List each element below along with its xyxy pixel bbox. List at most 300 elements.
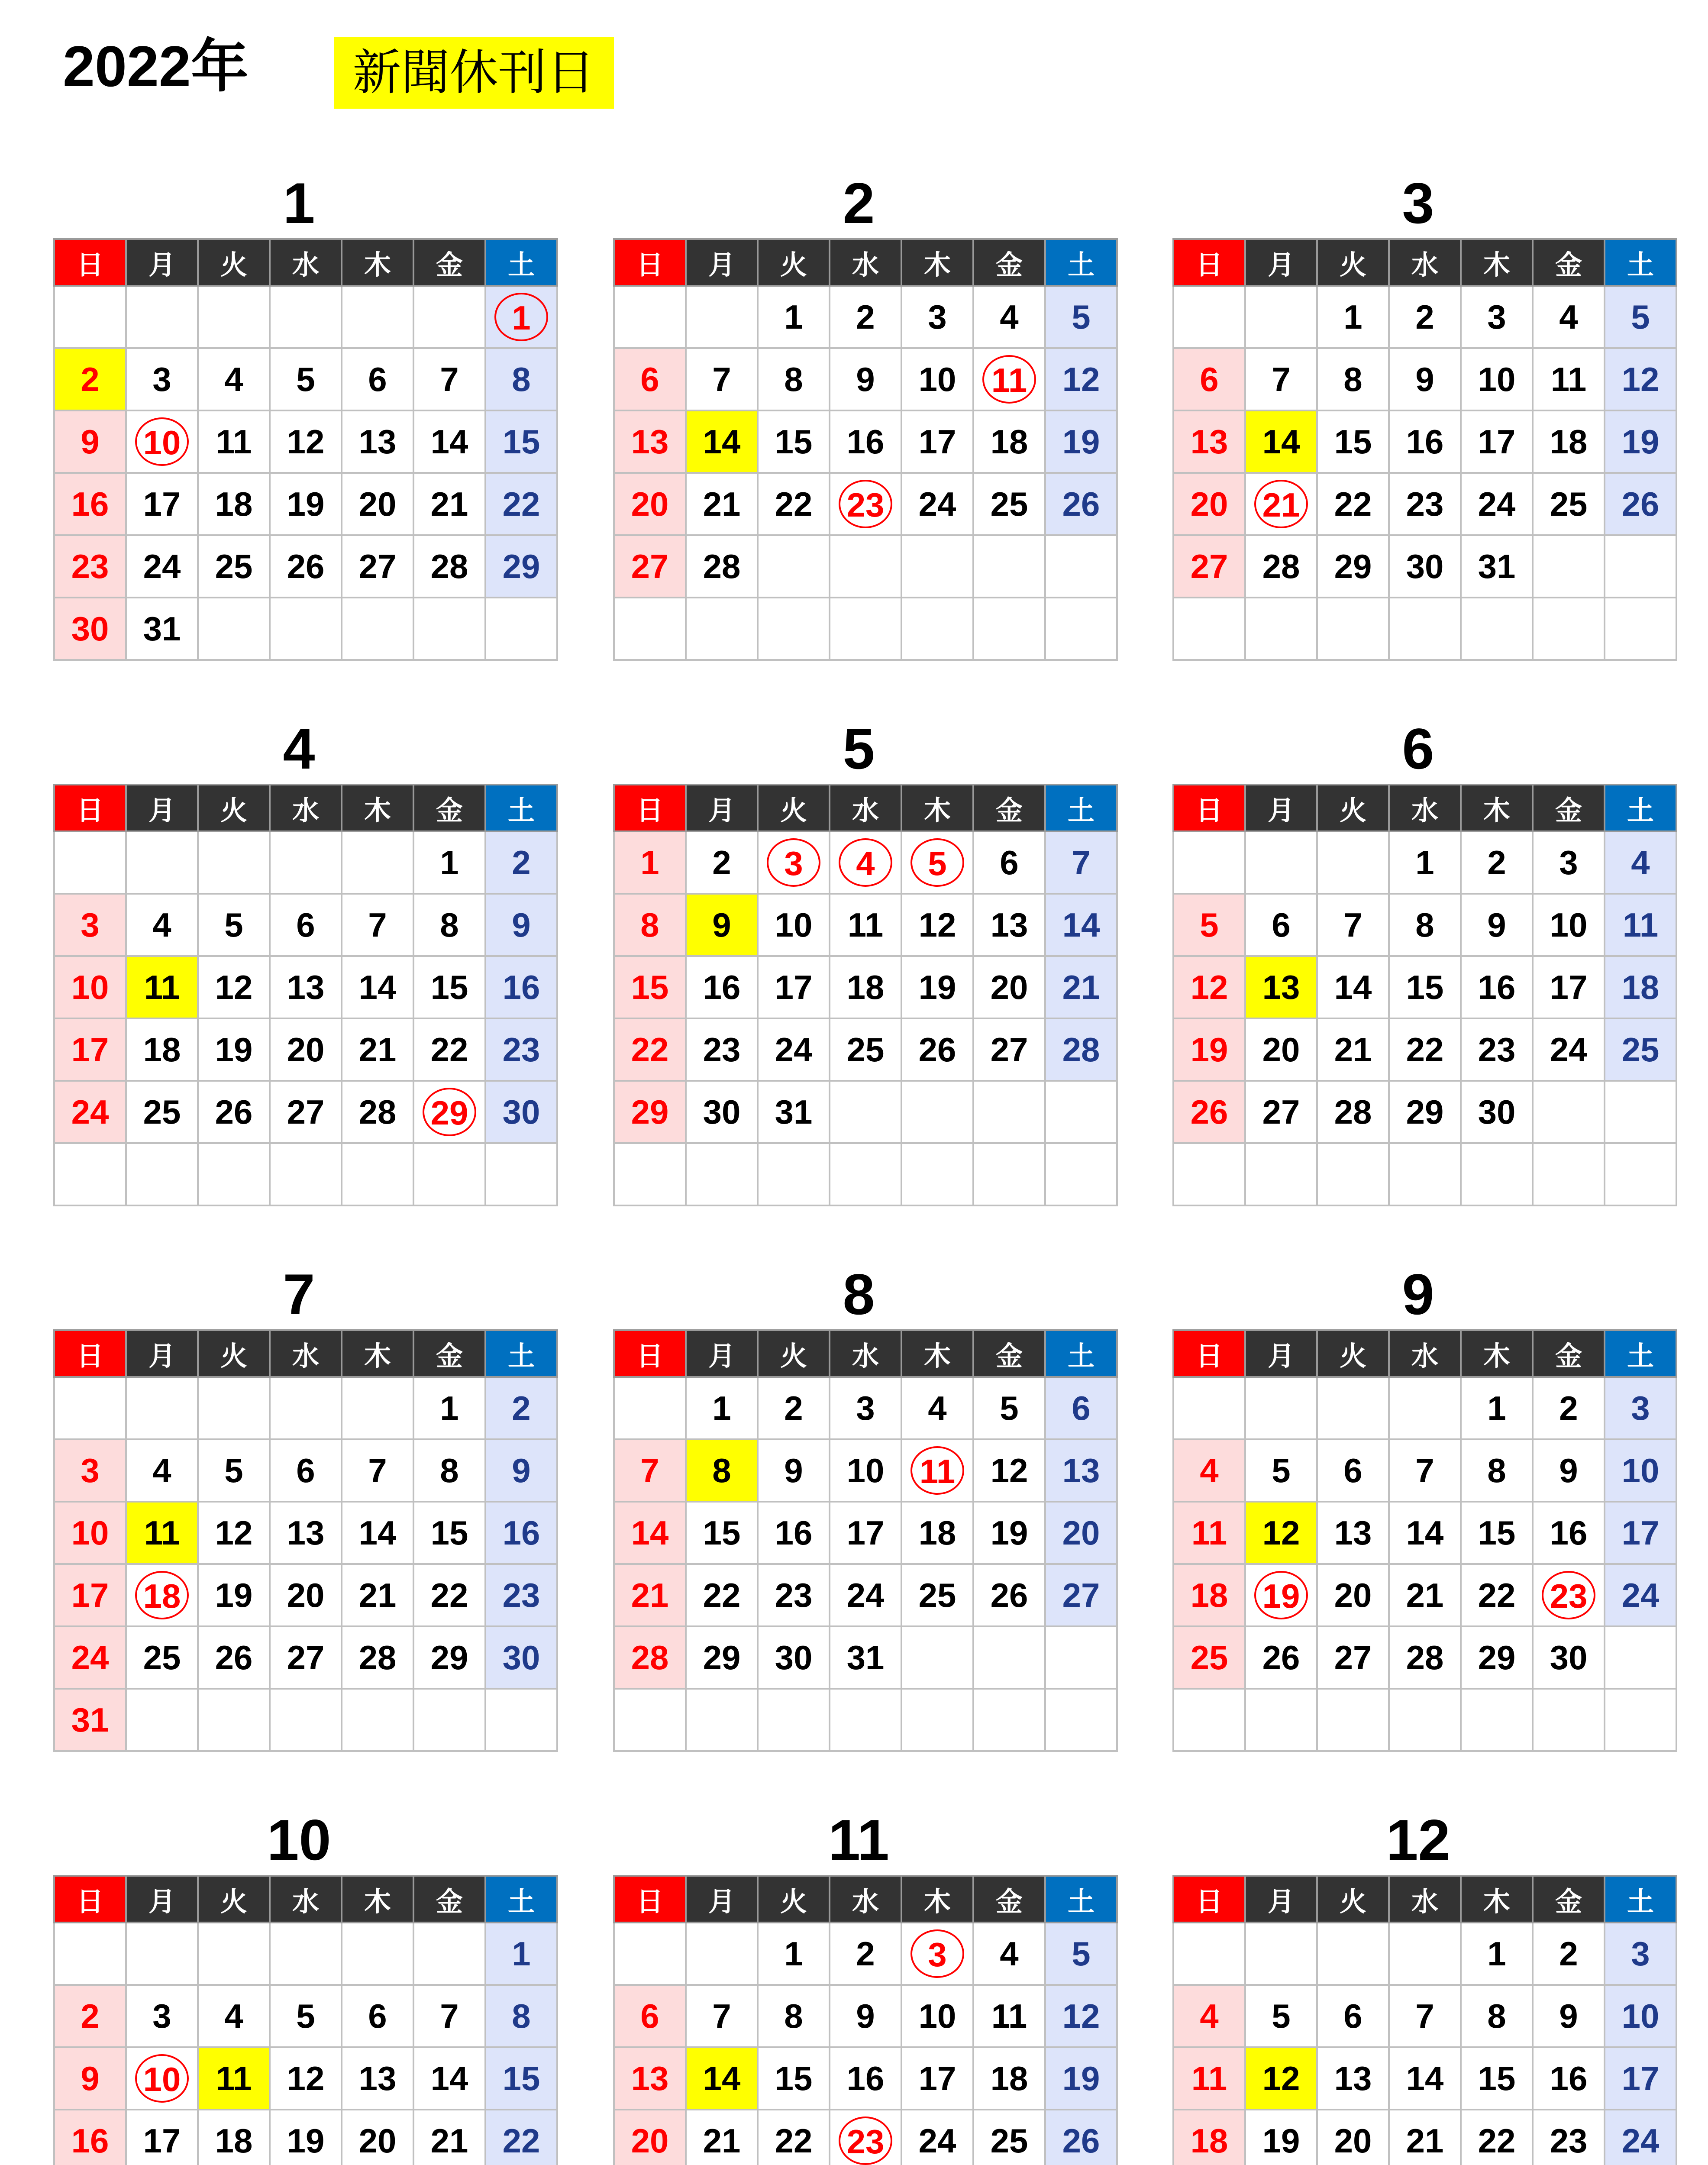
day-cell: 20 xyxy=(342,473,413,535)
day-cell: 24 xyxy=(901,473,973,535)
month-grid xyxy=(53,238,558,661)
day-cell: 14 xyxy=(1389,1502,1461,1564)
day-cell xyxy=(758,831,830,894)
month-title: 1 xyxy=(283,171,315,236)
day-cell: 6 xyxy=(614,1985,686,2047)
newspaper-holiday-marker: 18 xyxy=(135,1571,189,1619)
weekday-header: 月 xyxy=(686,1876,758,1923)
day-cell: 16 xyxy=(54,2110,126,2165)
day-cell: 19 xyxy=(270,473,342,535)
month-title: 10 xyxy=(267,1808,331,1872)
day-cell: 2 xyxy=(485,1377,557,1439)
day-cell: 23 xyxy=(758,1564,830,1626)
month-grid xyxy=(1172,784,1677,1206)
weekday-header: 木 xyxy=(1461,1330,1533,1377)
empty-cell xyxy=(1533,1081,1605,1143)
empty-cell xyxy=(198,1377,270,1439)
weekday-header: 月 xyxy=(1245,1876,1317,1923)
day-cell: 31 xyxy=(758,1081,830,1143)
day-cell: 18 xyxy=(1605,956,1676,1018)
weekday-header: 日 xyxy=(54,785,126,831)
month-8 xyxy=(613,1264,1104,1779)
week-row xyxy=(1173,410,1676,473)
newspaper-holiday-marker: 5 xyxy=(911,838,964,887)
day-cell: 24 xyxy=(830,1564,901,1626)
day-cell: 10 xyxy=(901,1985,973,2047)
weekday-header: 月 xyxy=(1245,785,1317,831)
newspaper-holiday-marker: 23 xyxy=(839,480,892,528)
weekday-header: 金 xyxy=(1533,785,1605,831)
day-cell: 22 xyxy=(758,2110,830,2165)
day-cell: 28 xyxy=(1317,1081,1389,1143)
day-cell: 10 xyxy=(830,1439,901,1502)
empty-cell xyxy=(830,1143,901,1205)
day-cell: 9 xyxy=(1389,348,1461,410)
empty-cell xyxy=(1173,286,1245,348)
weekday-header: 水 xyxy=(1389,1330,1461,1377)
day-cell: 13 xyxy=(342,410,413,473)
weekday-header: 水 xyxy=(1389,1876,1461,1923)
day-cell: 9 xyxy=(1461,894,1533,956)
day-cell: 24 xyxy=(1605,1564,1676,1626)
day-cell: 10 xyxy=(901,348,973,410)
empty-cell xyxy=(1389,1143,1461,1205)
empty-cell xyxy=(342,598,413,660)
day-cell: 13 xyxy=(614,410,686,473)
empty-cell xyxy=(614,1689,686,1751)
day-cell: 13 xyxy=(1317,1502,1389,1564)
day-cell: 11 xyxy=(126,956,198,1018)
day-cell: 16 xyxy=(485,1502,557,1564)
day-cell: 15 xyxy=(1461,1502,1533,1564)
day-cell: 20 xyxy=(1245,1018,1317,1081)
weekday-header: 水 xyxy=(270,785,342,831)
day-cell: 4 xyxy=(1173,1439,1245,1502)
day-cell: 22 xyxy=(413,1018,485,1081)
newspaper-holiday-marker: 3 xyxy=(767,838,820,887)
day-cell: 12 xyxy=(973,1439,1045,1502)
day-cell: 30 xyxy=(485,1626,557,1689)
week-row xyxy=(54,1985,557,2047)
empty-cell xyxy=(1317,1689,1389,1751)
empty-cell xyxy=(1245,1923,1317,1985)
empty-cell xyxy=(413,1143,485,1205)
day-cell: 10 xyxy=(758,894,830,956)
week-row xyxy=(1173,2110,1676,2165)
day-cell: 17 xyxy=(1605,2047,1676,2110)
day-cell: 4 xyxy=(1173,1985,1245,2047)
day-cell: 27 xyxy=(973,1018,1045,1081)
weekday-header: 木 xyxy=(342,785,413,831)
empty-cell xyxy=(614,1143,686,1205)
day-cell: 5 xyxy=(1605,286,1676,348)
empty-cell xyxy=(973,535,1045,598)
day-cell: 20 xyxy=(342,2110,413,2165)
day-cell: 25 xyxy=(1605,1018,1676,1081)
weekday-header: 火 xyxy=(198,239,270,286)
day-cell: 20 xyxy=(1317,2110,1389,2165)
day-cell: 7 xyxy=(1389,1439,1461,1502)
day-cell: 6 xyxy=(973,831,1045,894)
day-cell: 7 xyxy=(686,348,758,410)
week-row xyxy=(614,1985,1117,2047)
day-cell: 4 xyxy=(1605,831,1676,894)
day-cell: 12 xyxy=(198,1502,270,1564)
day-cell: 17 xyxy=(126,473,198,535)
day-cell: 24 xyxy=(1605,2110,1676,2165)
day-cell: 29 xyxy=(1461,1626,1533,1689)
week-row xyxy=(54,1377,557,1439)
day-cell: 30 xyxy=(1533,1626,1605,1689)
empty-cell xyxy=(1045,1626,1117,1689)
empty-cell xyxy=(1173,831,1245,894)
week-row xyxy=(54,1502,557,1564)
day-cell: 2 xyxy=(54,348,126,410)
day-cell: 24 xyxy=(1533,1018,1605,1081)
weekday-header: 水 xyxy=(270,1876,342,1923)
weekday-header: 火 xyxy=(758,1330,830,1377)
day-cell: 14 xyxy=(1045,894,1117,956)
day-cell: 1 xyxy=(413,831,485,894)
empty-cell xyxy=(1245,286,1317,348)
week-row xyxy=(54,348,557,410)
week-row xyxy=(614,410,1117,473)
day-cell: 29 xyxy=(1389,1081,1461,1143)
day-cell: 6 xyxy=(342,348,413,410)
empty-cell xyxy=(1389,598,1461,660)
month-3 xyxy=(1172,173,1664,688)
day-cell: 19 xyxy=(1045,410,1117,473)
empty-cell xyxy=(1605,1626,1676,1689)
month-title: 12 xyxy=(1386,1808,1450,1872)
day-cell: 6 xyxy=(1245,894,1317,956)
day-cell: 21 xyxy=(614,1564,686,1626)
day-cell: 9 xyxy=(686,894,758,956)
empty-cell xyxy=(270,1143,342,1205)
week-row xyxy=(1173,1626,1676,1689)
day-cell: 16 xyxy=(758,1502,830,1564)
empty-cell xyxy=(830,598,901,660)
day-cell: 30 xyxy=(758,1626,830,1689)
weekday-header: 木 xyxy=(1461,239,1533,286)
day-cell: 8 xyxy=(614,894,686,956)
newspaper-holiday-marker: 19 xyxy=(1254,1571,1308,1619)
empty-cell xyxy=(270,598,342,660)
day-cell: 18 xyxy=(1173,1564,1245,1626)
day-cell: 3 xyxy=(126,1985,198,2047)
day-cell: 19 xyxy=(1605,410,1676,473)
day-cell: 10 xyxy=(54,1502,126,1564)
day-cell: 27 xyxy=(614,535,686,598)
day-cell: 29 xyxy=(686,1626,758,1689)
empty-cell xyxy=(614,1923,686,1985)
day-cell: 11 xyxy=(1173,1502,1245,1564)
day-cell: 7 xyxy=(1245,348,1317,410)
day-cell: 19 xyxy=(901,956,973,1018)
empty-cell xyxy=(1605,1081,1676,1143)
day-cell: 30 xyxy=(686,1081,758,1143)
day-cell: 11 xyxy=(1173,2047,1245,2110)
day-cell: 31 xyxy=(54,1689,126,1751)
week-row xyxy=(54,1018,557,1081)
day-cell: 12 xyxy=(1173,956,1245,1018)
day-cell: 21 xyxy=(342,1564,413,1626)
day-cell: 8 xyxy=(1317,348,1389,410)
day-cell xyxy=(485,286,557,348)
day-cell: 2 xyxy=(1461,831,1533,894)
day-cell: 7 xyxy=(686,1985,758,2047)
empty-cell xyxy=(1389,1689,1461,1751)
day-cell: 26 xyxy=(1173,1081,1245,1143)
day-cell: 22 xyxy=(1317,473,1389,535)
day-cell: 5 xyxy=(198,1439,270,1502)
empty-cell xyxy=(686,1143,758,1205)
weekday-header: 月 xyxy=(126,239,198,286)
newspaper-holiday-marker: 23 xyxy=(1542,1571,1595,1619)
day-cell: 3 xyxy=(1605,1923,1676,1985)
week-row xyxy=(614,1689,1117,1751)
day-cell: 16 xyxy=(54,473,126,535)
day-cell: 2 xyxy=(758,1377,830,1439)
day-cell: 16 xyxy=(686,956,758,1018)
week-row xyxy=(1173,286,1676,348)
day-cell: 20 xyxy=(1317,1564,1389,1626)
empty-cell xyxy=(1605,1689,1676,1751)
day-cell: 16 xyxy=(1533,2047,1605,2110)
day-cell: 15 xyxy=(758,410,830,473)
weekday-header: 木 xyxy=(1461,785,1533,831)
day-cell: 2 xyxy=(830,286,901,348)
day-cell: 25 xyxy=(198,535,270,598)
day-cell: 10 xyxy=(1605,1985,1676,2047)
month-grid xyxy=(613,1329,1118,1752)
week-row xyxy=(1173,2047,1676,2110)
day-cell: 14 xyxy=(413,2047,485,2110)
day-cell: 5 xyxy=(270,348,342,410)
day-cell: 14 xyxy=(686,410,758,473)
month-grid xyxy=(53,1329,558,1752)
weekday-header: 日 xyxy=(54,1876,126,1923)
day-cell: 2 xyxy=(1533,1923,1605,1985)
day-cell: 22 xyxy=(686,1564,758,1626)
day-cell: 9 xyxy=(1533,1985,1605,2047)
empty-cell xyxy=(54,831,126,894)
empty-cell xyxy=(54,286,126,348)
week-row xyxy=(614,286,1117,348)
weekday-header: 土 xyxy=(485,1876,557,1923)
day-cell: 4 xyxy=(198,348,270,410)
empty-cell xyxy=(485,1143,557,1205)
day-cell: 13 xyxy=(614,2047,686,2110)
day-cell: 13 xyxy=(342,2047,413,2110)
empty-cell xyxy=(686,286,758,348)
empty-cell xyxy=(1245,598,1317,660)
day-cell: 28 xyxy=(1389,1626,1461,1689)
day-cell: 22 xyxy=(758,473,830,535)
month-grid xyxy=(53,1875,558,2165)
day-cell: 28 xyxy=(686,535,758,598)
weekday-header: 金 xyxy=(1533,239,1605,286)
day-cell: 17 xyxy=(1461,410,1533,473)
day-cell: 28 xyxy=(342,1081,413,1143)
month-grid xyxy=(613,1875,1118,2165)
week-row xyxy=(54,956,557,1018)
day-cell: 18 xyxy=(1173,2110,1245,2165)
week-row xyxy=(614,1143,1117,1205)
day-cell xyxy=(126,1564,198,1626)
day-cell: 5 xyxy=(973,1377,1045,1439)
day-cell: 10 xyxy=(54,956,126,1018)
empty-cell xyxy=(198,286,270,348)
week-row xyxy=(614,535,1117,598)
empty-cell xyxy=(342,1377,413,1439)
day-cell: 6 xyxy=(1317,1985,1389,2047)
day-cell: 30 xyxy=(1461,1081,1533,1143)
week-row xyxy=(1173,1985,1676,2047)
day-cell: 22 xyxy=(614,1018,686,1081)
day-cell: 17 xyxy=(830,1502,901,1564)
day-cell: 9 xyxy=(758,1439,830,1502)
empty-cell xyxy=(54,1923,126,1985)
day-cell: 17 xyxy=(126,2110,198,2165)
day-cell xyxy=(1245,473,1317,535)
day-cell: 4 xyxy=(973,286,1045,348)
day-cell: 13 xyxy=(1245,956,1317,1018)
empty-cell xyxy=(1173,1377,1245,1439)
week-row xyxy=(54,1923,557,1985)
day-cell: 3 xyxy=(1533,831,1605,894)
day-cell: 8 xyxy=(485,1985,557,2047)
weekday-header: 金 xyxy=(413,1876,485,1923)
day-cell: 20 xyxy=(973,956,1045,1018)
day-cell: 28 xyxy=(1045,1018,1117,1081)
day-cell: 8 xyxy=(413,1439,485,1502)
weekday-header: 月 xyxy=(126,785,198,831)
empty-cell xyxy=(342,1143,413,1205)
weekday-header: 日 xyxy=(614,1876,686,1923)
day-cell: 8 xyxy=(485,348,557,410)
empty-cell xyxy=(1245,831,1317,894)
weekday-header: 金 xyxy=(413,785,485,831)
empty-cell xyxy=(485,598,557,660)
empty-cell xyxy=(270,1923,342,1985)
week-row xyxy=(1173,831,1676,894)
day-cell: 19 xyxy=(198,1018,270,1081)
day-cell: 15 xyxy=(485,410,557,473)
empty-cell xyxy=(1605,535,1676,598)
day-cell: 21 xyxy=(686,473,758,535)
month-grid xyxy=(613,238,1118,661)
week-row xyxy=(614,1081,1117,1143)
day-cell: 11 xyxy=(973,1985,1045,2047)
week-row xyxy=(54,2110,557,2165)
week-row xyxy=(54,1689,557,1751)
day-cell: 25 xyxy=(126,1626,198,1689)
day-cell: 19 xyxy=(1245,2110,1317,2165)
empty-cell xyxy=(1045,1081,1117,1143)
weekday-header: 金 xyxy=(973,1876,1045,1923)
day-cell: 27 xyxy=(1245,1081,1317,1143)
day-cell: 17 xyxy=(901,410,973,473)
empty-cell xyxy=(1045,1143,1117,1205)
day-cell: 14 xyxy=(686,2047,758,2110)
empty-cell xyxy=(1461,598,1533,660)
day-cell: 26 xyxy=(1045,473,1117,535)
day-cell: 4 xyxy=(198,1985,270,2047)
weekday-header: 木 xyxy=(901,1876,973,1923)
day-cell: 18 xyxy=(1533,410,1605,473)
day-cell: 1 xyxy=(413,1377,485,1439)
week-row xyxy=(1173,1081,1676,1143)
weekday-header: 木 xyxy=(342,1876,413,1923)
weekday-header: 木 xyxy=(901,1330,973,1377)
week-row xyxy=(614,1564,1117,1626)
empty-cell xyxy=(126,1143,198,1205)
empty-cell xyxy=(198,598,270,660)
week-row xyxy=(614,1923,1117,1985)
day-cell: 25 xyxy=(1533,473,1605,535)
empty-cell xyxy=(198,831,270,894)
day-cell: 13 xyxy=(270,1502,342,1564)
newspaper-holiday-legend: 新聞休刊日 xyxy=(334,37,614,109)
weekday-header: 木 xyxy=(901,785,973,831)
weekday-header: 水 xyxy=(270,1330,342,1377)
week-row xyxy=(54,2047,557,2110)
empty-cell xyxy=(126,1923,198,1985)
weekday-header: 火 xyxy=(758,785,830,831)
empty-cell xyxy=(1317,1923,1389,1985)
empty-cell xyxy=(1533,1143,1605,1205)
day-cell: 20 xyxy=(614,2110,686,2165)
day-cell: 7 xyxy=(342,1439,413,1502)
day-cell: 24 xyxy=(1461,473,1533,535)
day-cell: 27 xyxy=(270,1081,342,1143)
day-cell: 3 xyxy=(901,286,973,348)
day-cell: 11 xyxy=(830,894,901,956)
weekday-header: 金 xyxy=(1533,1876,1605,1923)
empty-cell xyxy=(1173,1923,1245,1985)
day-cell: 12 xyxy=(270,410,342,473)
day-cell: 27 xyxy=(1173,535,1245,598)
empty-cell xyxy=(1461,1689,1533,1751)
month-9 xyxy=(1172,1264,1664,1779)
weekday-header: 木 xyxy=(342,1330,413,1377)
weekday-header: 水 xyxy=(1389,785,1461,831)
weekday-header: 木 xyxy=(342,239,413,286)
day-cell: 2 xyxy=(54,1985,126,2047)
empty-cell xyxy=(413,598,485,660)
weekday-header: 月 xyxy=(686,1330,758,1377)
day-cell: 24 xyxy=(758,1018,830,1081)
day-cell: 6 xyxy=(1173,348,1245,410)
day-cell: 26 xyxy=(270,535,342,598)
weekday-header: 月 xyxy=(686,239,758,286)
day-cell: 10 xyxy=(1533,894,1605,956)
day-cell: 1 xyxy=(758,286,830,348)
day-cell: 16 xyxy=(1389,410,1461,473)
empty-cell xyxy=(198,1689,270,1751)
empty-cell xyxy=(901,1689,973,1751)
day-cell: 8 xyxy=(1461,1985,1533,2047)
empty-cell xyxy=(1045,598,1117,660)
day-cell: 19 xyxy=(198,1564,270,1626)
weekday-header-row xyxy=(54,785,557,831)
month-title: 9 xyxy=(1402,1263,1434,1327)
day-cell: 23 xyxy=(54,535,126,598)
weekday-header: 火 xyxy=(1317,1330,1389,1377)
day-cell: 23 xyxy=(1389,473,1461,535)
day-cell: 8 xyxy=(1461,1439,1533,1502)
